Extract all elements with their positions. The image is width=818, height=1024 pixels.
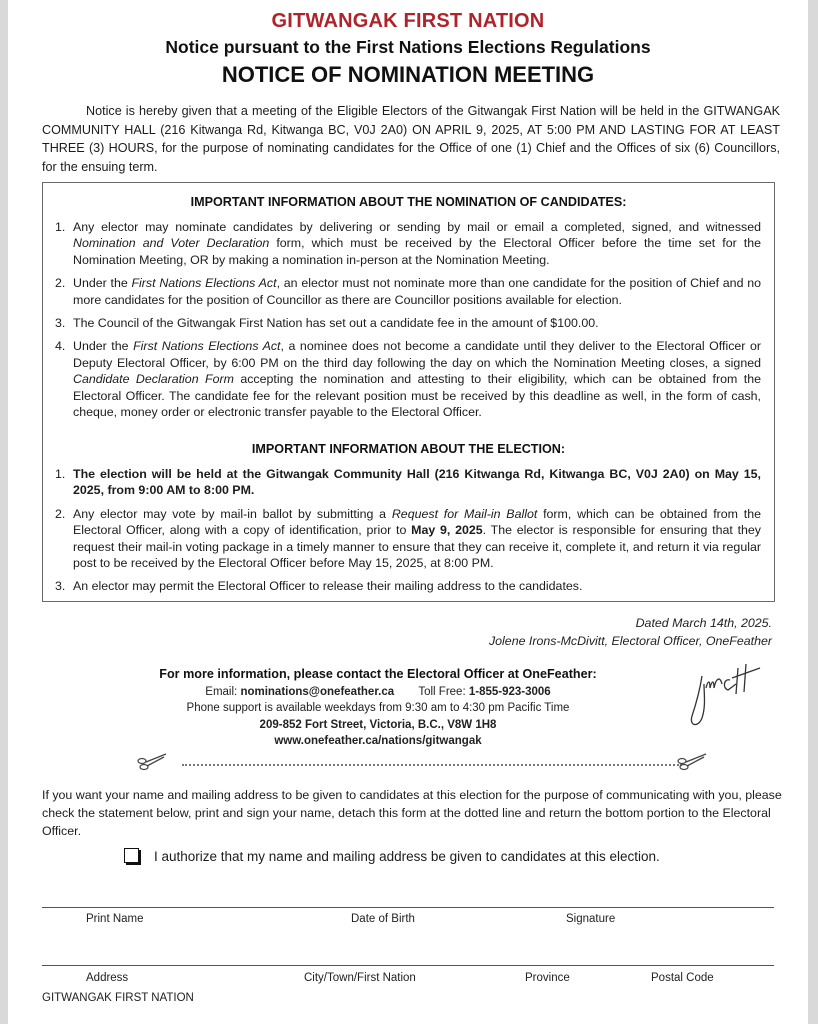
item-text: form, which can be obtained from the Electoral Officer, along with a copy of identification, prior to bbox=[73, 506, 762, 538]
item-text: An elector may permit the Electoral Officer to release their mailing address to the candidates. bbox=[73, 579, 583, 594]
item-text: , an elector must not nominate more than one candidate for the position of Chief and no more candidates for the position of Councillor as there are Councillor positions available for election. bbox=[73, 276, 761, 307]
election-item-3 bbox=[55, 578, 761, 594]
nomination-item-1 bbox=[55, 219, 761, 268]
item-text: accepting the nomination and attesting to their eligibility, which can be obtained from the Electoral Officer. The candidate fee for the relevant position must be received by this deadline as well, in the form of cash, cheque, money order or electronic transfer payable to the Electoral Officer. bbox=[73, 372, 761, 420]
signature-line-row2[interactable] bbox=[42, 965, 774, 966]
dated-line: Dated March 14th, 2025. bbox=[635, 616, 772, 630]
nomination-list bbox=[55, 219, 761, 427]
item-number: 3. bbox=[55, 579, 66, 594]
item-text: Under the bbox=[73, 276, 132, 291]
deadline-date: May 9, 2025 bbox=[411, 523, 483, 538]
authorize-checkbox[interactable] bbox=[124, 848, 139, 863]
item-text: . The elector is responsible for ensuring that they request their mail-in voting package in a timely manner to ensure that they can receive it, complete it, and return it via regular post to be received by the Electoral Officer before May 15, 2025, at 8:00 PM. bbox=[73, 523, 761, 571]
label-province: Province bbox=[525, 972, 570, 984]
document-page bbox=[8, 0, 808, 1024]
item-text: The Council of the Gitwangak First Nation has set out a candidate fee in the amount of $100.00. bbox=[73, 316, 599, 331]
tollfree-label: Toll Free: bbox=[418, 685, 469, 698]
optin-instructions: If you want your name and mailing address to be given to candidates at this election for the purpose of communicating with you, please check the statement below, print and sign your name, detach this form at the dotted line and return the bottom portion to the Electoral Officer. bbox=[42, 788, 782, 838]
form-name: Nomination and Voter Declaration bbox=[73, 236, 270, 251]
contact-address: 209-852 Fort Street, Victoria, B.C., V8W 1H8 bbox=[259, 718, 497, 731]
item-text: Any elector may nominate candidates by delivering or sending by mail or email a completed, signed, and witnessed bbox=[73, 220, 761, 234]
cut-dotted-line bbox=[182, 764, 682, 766]
item-number: 1. bbox=[55, 467, 66, 481]
item-text: , a nominee does not become a candidate until they deliver to the Electoral Officer or Deputy Electoral Officer, by 6:00 PM on the third day following the day on which the Nomination Meeting closes, a signed bbox=[73, 339, 761, 370]
page-title: NOTICE OF NOMINATION MEETING bbox=[221, 62, 595, 87]
label-postal-code: Postal Code bbox=[651, 972, 714, 984]
info-box bbox=[42, 182, 775, 602]
scissors-icon bbox=[676, 752, 710, 772]
item-text: Under the bbox=[73, 339, 134, 354]
email-label: Email: bbox=[205, 685, 241, 698]
label-city-town: City/Town/First Nation bbox=[304, 972, 416, 984]
form-name: Candidate Declaration Form bbox=[73, 372, 234, 387]
intro-paragraph bbox=[42, 102, 780, 176]
signature-line-row1[interactable] bbox=[42, 907, 774, 908]
label-address: Address bbox=[86, 972, 129, 984]
nomination-item-4 bbox=[55, 338, 761, 420]
signature-icon bbox=[684, 654, 764, 734]
election-list bbox=[55, 466, 761, 602]
email-link[interactable]: nominations@onefeather.ca bbox=[240, 685, 395, 698]
item-number: 2. bbox=[55, 276, 66, 291]
nomination-item-3 bbox=[55, 315, 761, 331]
authorize-label: I authorize that my name and mailing address be given to candidates at this election. bbox=[154, 849, 660, 864]
item-text: Any elector may vote by mail-in ballot by submitting a bbox=[73, 506, 392, 521]
label-signature: Signature bbox=[566, 913, 616, 925]
nomination-item-2 bbox=[55, 275, 761, 308]
org-title: GITWANGAK FIRST NATION bbox=[271, 10, 545, 32]
label-date-of-birth: Date of Birth bbox=[351, 913, 415, 925]
election-heading: IMPORTANT INFORMATION ABOUT THE ELECTION: bbox=[251, 442, 566, 456]
intro-text: Notice is hereby given that a meeting of the Eligible Electors of the Gitwangak First Nation will be held in the GITWANGAK COMMUNITY HALL (216 Kitwanga Rd, Kitwanga BC, V0J 2A0) ON APRIL 9, 2025, AT 5:00 PM AND LASTING FOR AT LEAST THREE (3) HOURS, for the purpose of nominating candidates for the Office of one (1) Chief and the Offices of six (6) Councillors, for the ensuing term. bbox=[42, 104, 780, 174]
item-text: form, which must be received by the Electoral Officer before the time set for the Nomination Meeting, OR by making a nomination in-person at the Nomination Meeting. bbox=[73, 236, 761, 267]
contact-hours: Phone support is available weekdays from 9:30 am to 4:30 pm Pacific Time bbox=[186, 702, 570, 714]
footer-org-name: GITWANGAK FIRST NATION bbox=[42, 992, 194, 1004]
item-number: 1. bbox=[55, 220, 66, 234]
item-number: 2. bbox=[55, 506, 66, 521]
contact-email-phone bbox=[138, 684, 618, 701]
officer-line: Jolene Irons-McDivitt, Electoral Officer, OneFeather bbox=[488, 634, 772, 648]
scissors-icon bbox=[136, 752, 170, 772]
dated-block bbox=[489, 614, 772, 650]
form-name: Request for Mail-in Ballot bbox=[391, 506, 538, 521]
nomination-heading: IMPORTANT INFORMATION ABOUT THE NOMINATION OF CANDIDATES: bbox=[190, 195, 627, 209]
act-name: First Nations Elections Act bbox=[131, 276, 277, 291]
contact-heading: For more information, please contact the Electoral Officer at OneFeather: bbox=[159, 667, 597, 681]
election-item-1 bbox=[55, 466, 761, 499]
label-print-name: Print Name bbox=[86, 913, 144, 925]
election-item-2 bbox=[55, 506, 761, 572]
website-link[interactable]: www.onefeather.ca/nations/gitwangak bbox=[274, 735, 482, 747]
notice-subtitle: Notice pursuant to the First Nations Elections Regulations bbox=[165, 37, 651, 57]
item-number: 4. bbox=[55, 339, 66, 354]
act-name: First Nations Elections Act bbox=[133, 339, 281, 354]
item-number: 3. bbox=[55, 316, 66, 331]
contact-block bbox=[138, 666, 618, 750]
item-text: The election will be held at the Gitwangak Community Hall (216 Kitwanga Rd, Kitwanga BC, V0J 2A0) on May 15, 2025, from 9:00 AM to 8:00 PM. bbox=[73, 467, 761, 498]
tollfree-number[interactable]: 1-855-923-3006 bbox=[468, 685, 551, 698]
